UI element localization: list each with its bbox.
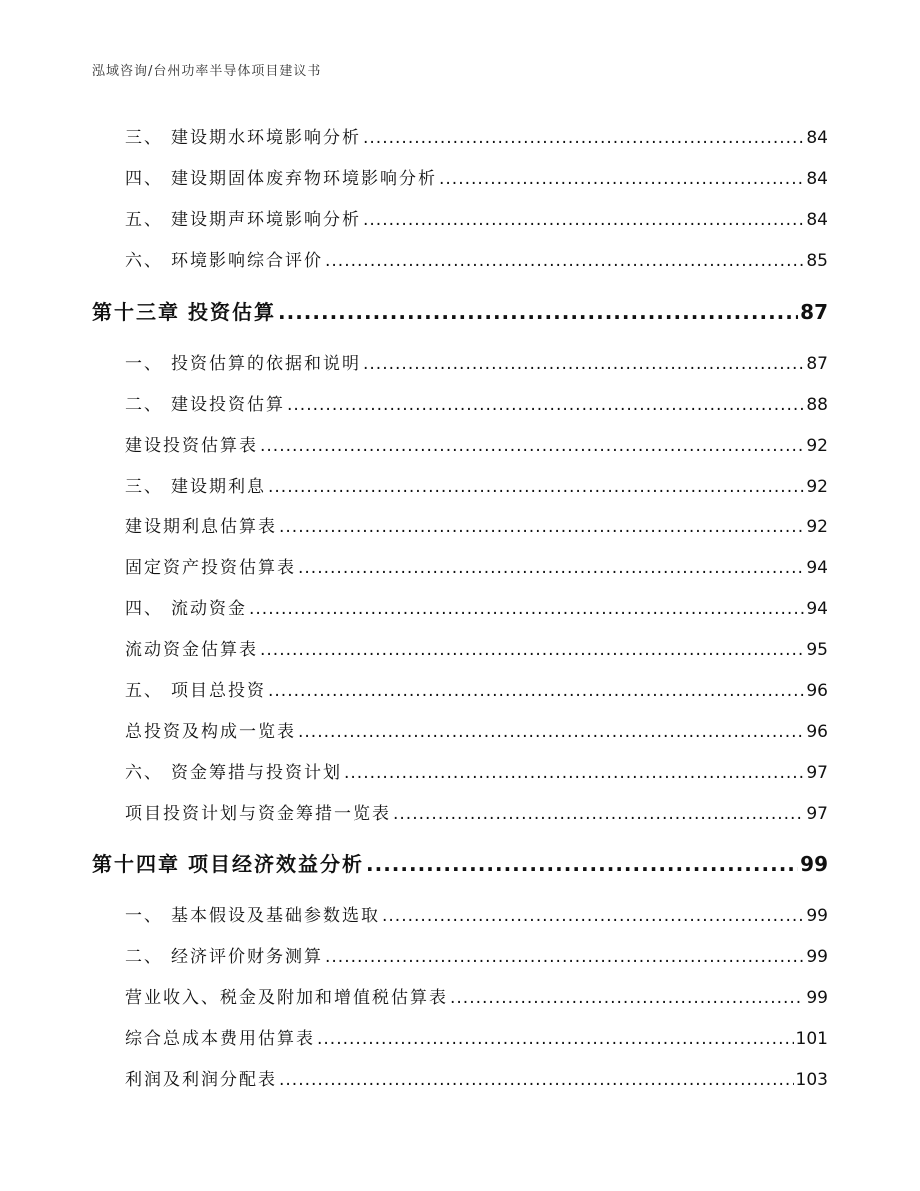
toc-entry-title: 项目投资计划与资金筹措一览表 (125, 804, 391, 824)
toc-entry-page: 85 (806, 251, 828, 271)
toc-entry-page: 101 (795, 1029, 828, 1049)
toc-entry-number: 三、 (125, 477, 163, 497)
toc-entry[interactable] (0, 983, 920, 1008)
toc-entry-page: 99 (806, 947, 828, 967)
toc-entry-page: 94 (806, 558, 828, 578)
toc-chapter-title: 项目经济效益分析 (188, 852, 364, 876)
toc-entry-label (125, 983, 448, 1008)
toc-entry-label (125, 676, 266, 701)
toc-entry-page: 92 (806, 517, 828, 537)
toc-leader (325, 251, 804, 271)
toc-chapter-number: 第十四章 (92, 852, 180, 876)
toc-entry-label (125, 390, 285, 415)
toc-entry-title: 流动资金 (171, 599, 247, 619)
toc-leader (363, 354, 804, 374)
toc-entry-page: 99 (806, 988, 828, 1008)
toc-entry-title: 综合总成本费用估算表 (125, 1029, 315, 1049)
toc-entry[interactable] (0, 901, 920, 926)
toc-leader (268, 681, 804, 701)
toc-entry[interactable] (0, 676, 920, 701)
toc-entry-label (125, 246, 323, 271)
toc-entry-label (125, 512, 277, 537)
toc-leader (268, 477, 804, 497)
toc-entry[interactable] (0, 512, 920, 537)
toc-entry-label (125, 553, 296, 578)
toc-leader (439, 169, 804, 189)
toc-chapter-page: 99 (800, 852, 828, 876)
toc-entry-page: 92 (806, 477, 828, 497)
toc-entry[interactable] (0, 1065, 920, 1090)
toc-entry[interactable] (0, 205, 920, 230)
toc-entry[interactable] (0, 635, 920, 660)
toc-entry-label (125, 1065, 277, 1090)
toc-entry[interactable] (0, 942, 920, 967)
toc-entry[interactable] (0, 164, 920, 189)
toc-leader (278, 300, 798, 324)
toc-entry-title: 建设期水环境影响分析 (171, 128, 361, 148)
toc-entry-title: 利润及利润分配表 (125, 1070, 277, 1090)
toc-entry-title: 总投资及构成一览表 (125, 722, 296, 742)
toc-entry-label (125, 431, 258, 456)
toc-entry-label (125, 942, 323, 967)
toc-entry-page: 97 (806, 763, 828, 783)
toc-entry-number: 二、 (125, 947, 163, 967)
toc-entry-page: 84 (806, 210, 828, 230)
toc-chapter-title: 投资估算 (188, 300, 276, 324)
toc-entry-label (125, 349, 361, 374)
toc-entry-title: 环境影响综合评价 (171, 251, 323, 271)
toc-leader (450, 988, 804, 1008)
toc-entry[interactable] (0, 594, 920, 619)
toc-entry-page: 84 (806, 169, 828, 189)
toc-entry-label (125, 205, 361, 230)
toc-entry-title: 流动资金估算表 (125, 640, 258, 660)
toc-leader (366, 852, 798, 876)
toc-entry-label (125, 1024, 315, 1049)
toc-entry-label (125, 635, 258, 660)
toc-entry-page: 87 (806, 354, 828, 374)
toc-leader (363, 210, 804, 230)
toc-entry[interactable] (0, 246, 920, 271)
toc-entry-label (125, 472, 266, 497)
toc-entry-title: 建设期声环境影响分析 (171, 210, 361, 230)
toc-leader (344, 763, 804, 783)
toc-leader (260, 436, 804, 456)
toc-chapter-label (92, 296, 276, 325)
toc-entry[interactable] (0, 472, 920, 497)
toc-entry-title: 建设投资估算表 (125, 436, 258, 456)
toc-leader (279, 517, 804, 537)
toc-chapter-number: 第十三章 (92, 300, 180, 324)
toc-entry-page: 92 (806, 436, 828, 456)
toc-entry-label (125, 164, 437, 189)
toc-entry-label (125, 717, 296, 742)
toc-entry-page: 99 (806, 906, 828, 926)
toc-entry-number: 六、 (125, 763, 163, 783)
toc-leader (363, 128, 804, 148)
toc-entry-title: 建设期固体废弃物环境影响分析 (171, 169, 437, 189)
toc-entry-number: 一、 (125, 354, 163, 374)
toc-entry-number: 三、 (125, 128, 163, 148)
toc-entry[interactable] (0, 553, 920, 578)
toc-chapter[interactable] (0, 848, 920, 877)
toc-entry-title: 建设投资估算 (171, 395, 285, 415)
toc-entry-page: 97 (806, 804, 828, 824)
toc-entry-page: 94 (806, 599, 828, 619)
toc-entry[interactable] (0, 349, 920, 374)
toc-entry-page: 103 (795, 1070, 828, 1090)
toc-entry-title: 投资估算的依据和说明 (171, 354, 361, 374)
toc-entry[interactable] (0, 758, 920, 783)
toc-entry-label (125, 901, 380, 926)
toc-entry-number: 六、 (125, 251, 163, 271)
toc-entry-title: 固定资产投资估算表 (125, 558, 296, 578)
toc-entry-number: 五、 (125, 681, 163, 701)
running-header: 泓域咨询/台州功率半导体项目建议书 (92, 64, 322, 79)
toc-chapter-label (92, 848, 364, 877)
toc-entry[interactable] (0, 431, 920, 456)
toc-entry-title: 建设期利息估算表 (125, 517, 277, 537)
toc-entry-number: 五、 (125, 210, 163, 230)
toc-leader (393, 804, 804, 824)
toc-entry-title: 营业收入、税金及附加和增值税估算表 (125, 988, 448, 1008)
toc-entry-label (125, 594, 247, 619)
toc-entry[interactable] (0, 717, 920, 742)
toc-leader (382, 906, 804, 926)
toc-entry[interactable] (0, 799, 920, 824)
toc-entry-title: 建设期利息 (171, 477, 266, 497)
toc-entry-title: 经济评价财务测算 (171, 947, 323, 967)
toc-entry-label (125, 799, 391, 824)
toc-entry[interactable] (0, 1024, 920, 1049)
toc-entry-title: 资金筹措与投资计划 (171, 763, 342, 783)
toc-leader (325, 947, 804, 967)
toc-entry-page: 96 (806, 681, 828, 701)
toc-leader (317, 1029, 794, 1049)
toc-chapter[interactable] (0, 296, 920, 325)
toc-leader (249, 599, 804, 619)
toc-leader (287, 395, 804, 415)
toc-leader (260, 640, 804, 660)
toc-entry-number: 四、 (125, 599, 163, 619)
toc-entry-page: 95 (806, 640, 828, 660)
toc-entry-title: 基本假设及基础参数选取 (171, 906, 380, 926)
toc-entry-page: 96 (806, 722, 828, 742)
toc-entry-page: 88 (806, 395, 828, 415)
toc-leader (298, 722, 804, 742)
toc-entry[interactable] (0, 123, 920, 148)
toc-leader (298, 558, 804, 578)
toc-entry-title: 项目总投资 (171, 681, 266, 701)
toc-leader (279, 1070, 794, 1090)
toc-chapter-page: 87 (800, 300, 828, 324)
toc-entry-label (125, 758, 342, 783)
toc-entry-page: 84 (806, 128, 828, 148)
toc-entry-number: 一、 (125, 906, 163, 926)
toc-entry-number: 四、 (125, 169, 163, 189)
toc-entry[interactable] (0, 390, 920, 415)
toc-entry-label (125, 123, 361, 148)
toc-entry-number: 二、 (125, 395, 163, 415)
